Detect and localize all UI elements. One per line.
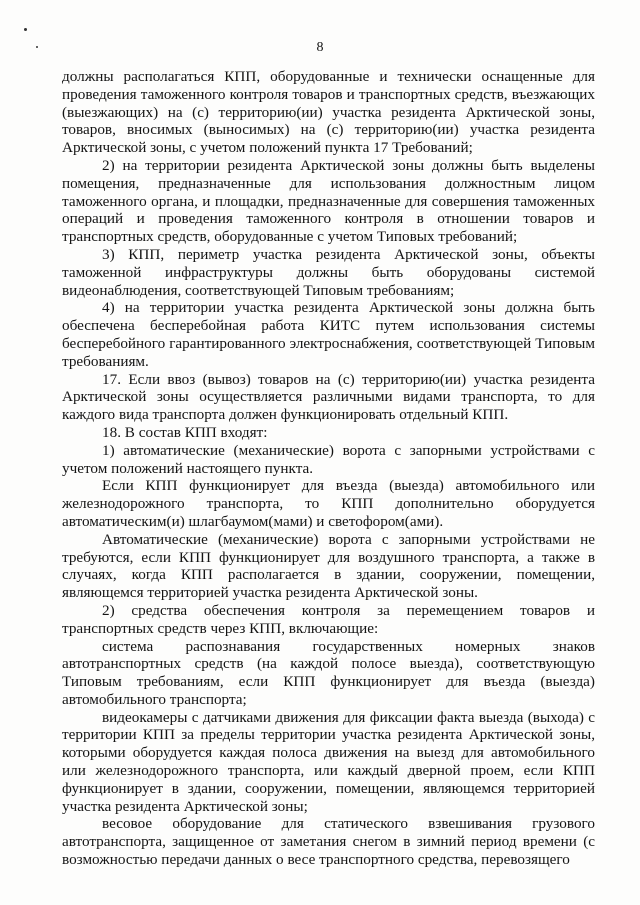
page-number: 8 [316, 40, 324, 55]
paragraph-item-2: 2) на территории резидента Арктической зоны должны быть выделены помещения, предназначенные для использования должностным лицом таможенного органа, и площадки, предназначенные для совершения таможенных операций и проведения таможенного контроля в отношении товаров и транспортных средств, оборудованные с учетом Типовых требований; [62, 156, 595, 246]
paragraph-barrier-requirement: Если КПП функционирует для въезда (выезда) автомобильного или железнодорожного транспорта, то КПП дополнительно оборудуется автоматическим(и) шлагбаумом(мами) и светофором(ами). [62, 477, 595, 530]
paragraph-weighing-equipment: весовое оборудование для статического взвешивания грузового автотранспорта, защищенное от заметания снегом в зимний период времени (с возможностью передачи данных о весе транспортного средства, перевозящего [62, 815, 595, 869]
paragraph-plate-recognition: система распознавания государственных номерных знаков автотранспортных средств (на каждой полосе выезда), соответствующую Типовым требованиям, если КПП функционирует для въезда (выезда) автомобильного транспорта; [62, 637, 595, 708]
paragraph-clause-18-item-2: 2) средства обеспечения контроля за перемещением товаров и транспортных средств через КПП, включающие: [62, 601, 595, 637]
paragraph-video-cameras: видеокамеры с датчиками движения для фиксации факта выезда (выхода) с территории КПП за пределы территории участка резидента Арктической зоны, которыми оборудуется каждая полоса движения на выезд для автомобильного или железнодорожного транспорта, или каждый дверной проем, если КПП функционирует в здании, сооружении, помещении, являющемся территорией участка резидента Арктической зоны; [62, 708, 595, 815]
paragraph-gate-exception: Автоматические (механические) ворота с запорными устройствами не требуются, если КПП функционирует для воздушного транспорта, а также в случаях, когда КПП располагается в здании, сооружении, помещении, являющемся территорией участка резидента Арктической зоны. [62, 530, 595, 602]
paragraph-item-3: 3) КПП, периметр участка резидента Арктической зоны, объекты таможенной инфраструктуры должны быть оборудованы системой видеонаблюдения, соответствующей Типовым требованиям; [62, 245, 595, 299]
paragraph-clause-18: 18. В состав КПП входят: [102, 423, 268, 441]
scan-speck [24, 28, 27, 31]
paragraph-clause-17: 17. Если ввоз (вывоз) товаров на (с) территорию(ии) участка резидента Арктической зоны осуществляется различными видами транспорта, то для каждого вида транспорта должен функционировать отдельный КПП. [62, 370, 595, 424]
paragraph-item-4: 4) на территории участка резидента Арктической зоны должна быть обеспечена бесперебойная работа КИТС путем использования системы бесперебойного гарантированного электроснабжения, соответствующей Типовым требованиям. [62, 299, 595, 370]
paragraph-continuation: должны располагаться КПП, оборудованные и технически оснащенные для проведения таможенного контроля товаров и транспортных средств, въезжающих (выезжающих) на (с) территорию(ии) участка резидента Арктической зоны, товаров, вносимых (выносимых) на (с) территорию(ии) участка резидента Арктической зоны, с учетом положений пункта 17 Требований; [62, 68, 595, 157]
document-body [62, 68, 595, 869]
paragraph-clause-18-item-1: 1) автоматические (механические) ворота с запорными устройствами с учетом положений настоящего пункта. [62, 441, 595, 477]
